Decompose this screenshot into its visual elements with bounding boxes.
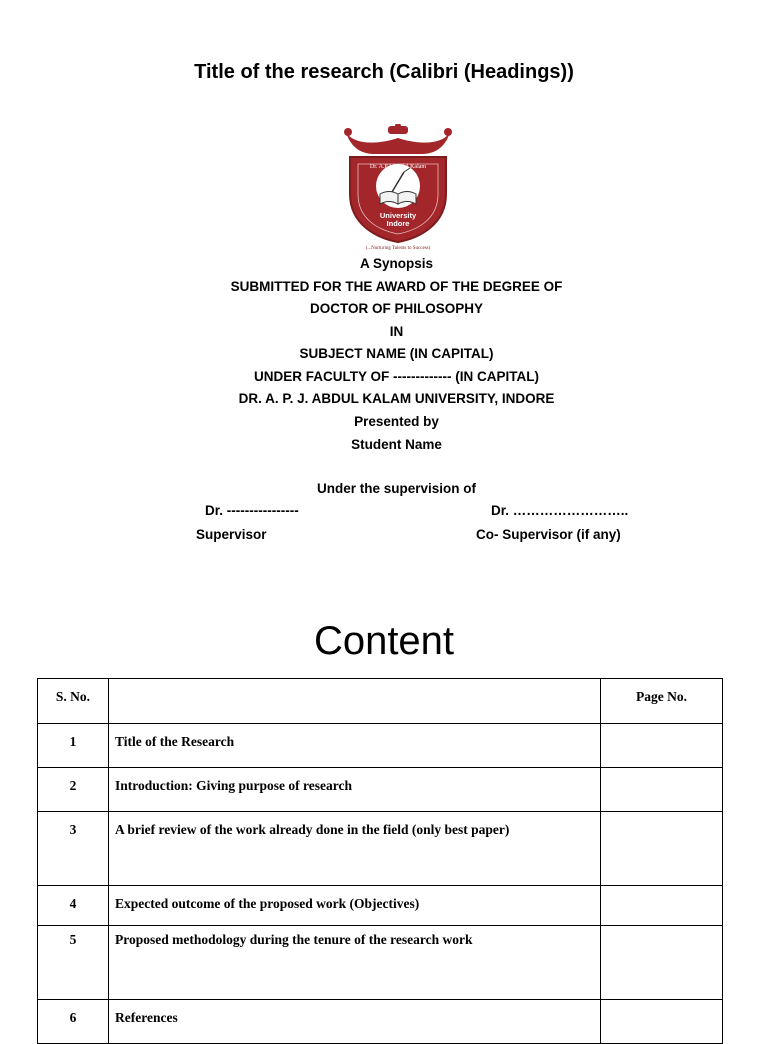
cover-line: UNDER FACULTY OF ------------- (IN CAPITAL) <box>254 369 539 384</box>
cover-line: SUBMITTED FOR THE AWARD OF THE DEGREE OF <box>230 279 563 294</box>
row-sno: 3 <box>38 812 109 886</box>
table-row <box>38 768 723 812</box>
table-row <box>38 1000 723 1044</box>
cover-line: SUBJECT NAME (IN CAPITAL) <box>299 346 494 361</box>
cover-line: Student Name <box>351 437 442 452</box>
table-header-row <box>38 679 723 724</box>
row-item: Introduction: Giving purpose of research <box>109 768 601 812</box>
crown-icon <box>344 124 452 154</box>
cover-line: A Synopsis <box>359 256 434 271</box>
row-page <box>601 926 723 1000</box>
row-item: References <box>109 1000 601 1044</box>
supervisor-label: Supervisor <box>196 527 267 542</box>
cover-line: DR. A. P. J. ABDUL KALAM UNIVERSITY, INDORE <box>238 391 555 406</box>
row-page <box>601 768 723 812</box>
content-table <box>37 678 723 1044</box>
row-sno: 2 <box>38 768 109 812</box>
header-sno: S. No. <box>38 679 109 724</box>
cosupervisor-name: Dr. …………………….. <box>491 503 629 518</box>
cover-line: DOCTOR OF PHILOSOPHY <box>309 301 483 316</box>
table-row <box>38 886 723 926</box>
header-page: Page No. <box>601 679 723 724</box>
svg-text:University: University <box>379 211 417 220</box>
row-item: Expected outcome of the proposed work (Objectives) <box>109 886 601 926</box>
university-logo <box>340 124 456 252</box>
supervision-heading: Under the supervision of <box>316 481 477 496</box>
row-item: Title of the Research <box>109 724 601 768</box>
table-row <box>38 926 723 1000</box>
table-row <box>38 812 723 886</box>
document-title: Title of the research (Calibri (Headings)) <box>194 61 574 83</box>
row-page <box>601 886 723 926</box>
header-item <box>109 679 601 724</box>
cosupervisor-label: Co- Supervisor (if any) <box>476 527 621 542</box>
logo-ring-text: Dr. A.P.J. Abdul Kalam <box>369 164 427 170</box>
cover-line: Presented by <box>354 414 439 429</box>
logo-tagline: (...Nurturing Talents to Success) <box>365 246 431 251</box>
row-sno: 1 <box>38 724 109 768</box>
row-page <box>601 724 723 768</box>
row-item: Proposed methodology during the tenure of the research work <box>109 926 601 1000</box>
row-page <box>601 812 723 886</box>
supervisor-name: Dr. ---------------- <box>205 503 299 518</box>
row-item: A brief review of the work already done in the field (only best paper) <box>109 812 601 886</box>
svg-text:Indore: Indore <box>386 219 410 228</box>
table-row <box>38 724 723 768</box>
row-page <box>601 1000 723 1044</box>
row-sno: 4 <box>38 886 109 926</box>
row-sno: 5 <box>38 926 109 1000</box>
cover-line: IN <box>389 324 404 339</box>
row-sno: 6 <box>38 1000 109 1044</box>
content-heading: Content <box>313 619 455 663</box>
